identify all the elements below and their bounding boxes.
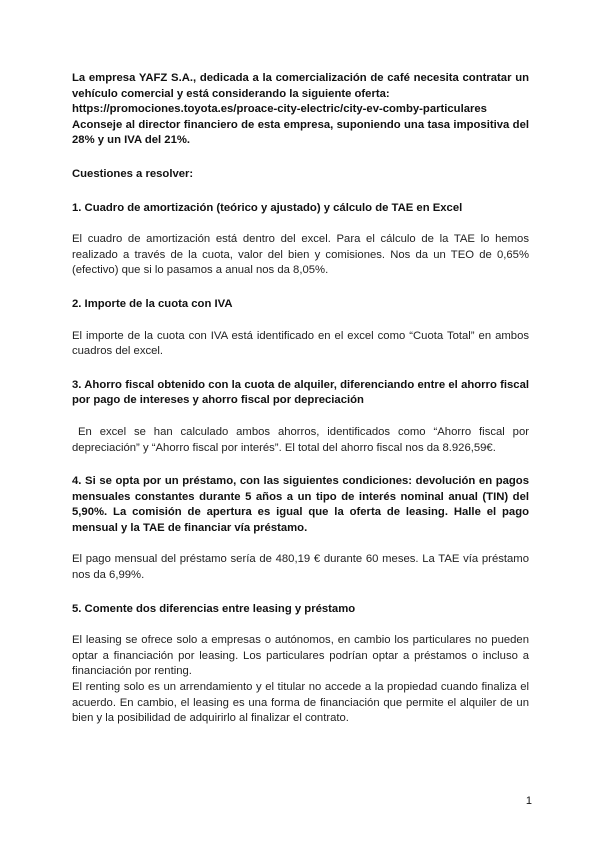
section-1-body: El cuadro de amortización está dentro del excel. Para el cálculo de la TAE lo hemos realizado a través de la cuota, valor del bien y comisiones. Nos da un TEO de 0,65% (efectivo) que si lo pasamos a anual nos da 8,05%.	[72, 233, 529, 277]
section-4-heading: 4. Si se opta por un préstamo, con las siguientes condiciones: devolución en pagos mensuales constantes durante 5 años a un tipo de interés nominal anual (TIN) del 5,90%. La comisión de apertura es igual que la oferta de leasing. Halle el pago mensual y la TAE de financiar vía préstamo.	[72, 475, 529, 534]
section-5-heading: 5. Comente dos diferencias entre leasing y préstamo	[72, 602, 356, 615]
intro-paragraph: La empresa YAFZ S.A., dedicada a la comercialización de café necesita contratar un vehículo comercial y está considerando la siguiente oferta:	[72, 72, 529, 100]
intro-advice: Aconseje al director financiero de esta empresa, suponiendo una tasa impositiva del 28% y un IVA del 21%.	[72, 118, 529, 147]
section-1-heading: 1. Cuadro de amortización (teórico y ajustado) y cálculo de TAE en Excel	[72, 201, 463, 214]
section-4-body: El pago mensual del préstamo sería de 480,19 € durante 60 meses. La TAE vía préstamo nos da 6,99%.	[72, 553, 529, 582]
section-5-body-1: El leasing se ofrece solo a empresas o autónomos, en cambio los particulares no pueden optar a financiación por leasing. Los particulares podrían optar a préstamos o incluso a financiación por renting.	[72, 634, 529, 678]
section-3-body: En excel se han calculado ambos ahorros, identificados como “Ahorro fiscal por depreciación” y “Ahorro fiscal por interés”. El total del ahorro fiscal nos da 8.926,59€.	[72, 425, 529, 454]
section-5-body-2: El renting solo es un arrendamiento y el titular no accede a la propiedad cuando finaliza el acuerdo. En cambio, el leasing es una forma de financiación que permite el alquiler de un bien y la posibilidad de adquirirlo al finalizar el contrato.	[72, 681, 529, 725]
page-number: 1	[525, 795, 532, 807]
offer-url: https://promociones.toyota.es/proace-city-electric/city-ev-comby-particulares	[72, 103, 487, 116]
questions-title: Cuestiones a resolver:	[72, 167, 194, 180]
section-3-heading: 3. Ahorro fiscal obtenido con la cuota de alquiler, diferenciando entre el ahorro fiscal por pago de intereses y ahorro fiscal por depreciación	[72, 378, 529, 407]
section-2-heading: 2. Importe de la cuota con IVA	[72, 297, 233, 310]
document-content	[72, 71, 529, 727]
section-2-body: El importe de la cuota con IVA está identificado en el excel como “Cuota Total” en ambos cuadros del excel.	[72, 329, 529, 358]
